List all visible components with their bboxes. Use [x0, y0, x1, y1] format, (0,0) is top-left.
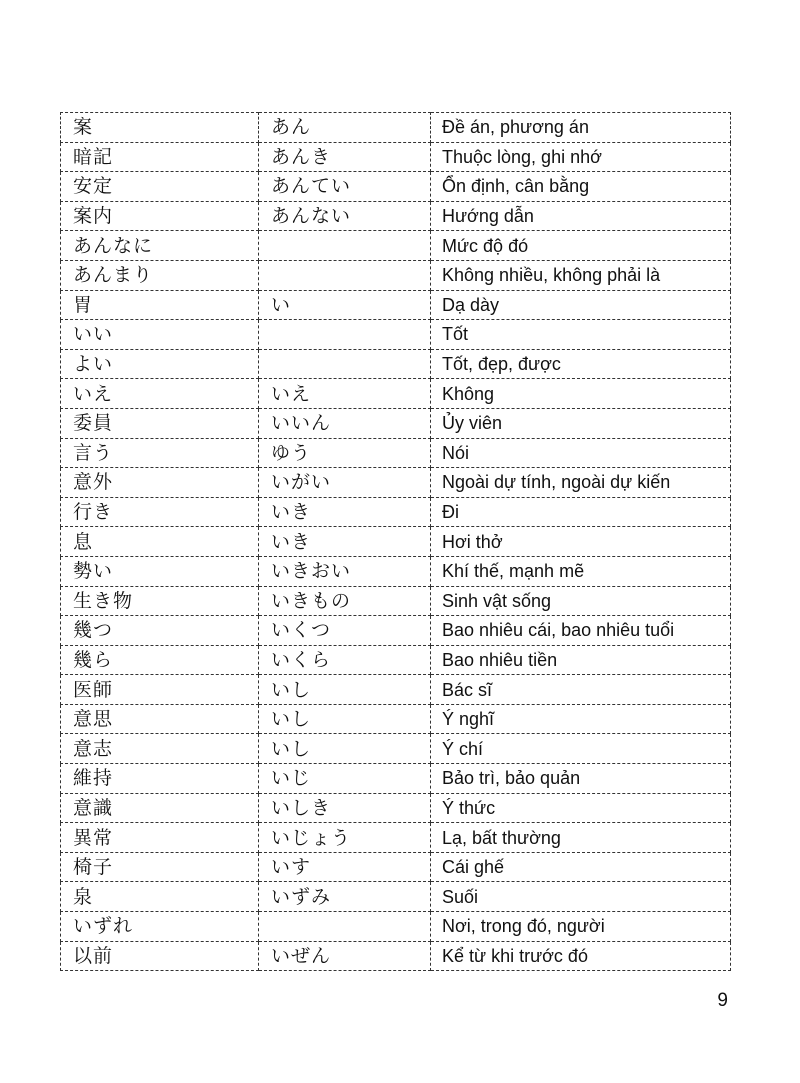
- meaning-cell: Thuộc lòng, ghi nhớ: [431, 142, 731, 172]
- table-row: [61, 941, 731, 971]
- reading-cell: いき: [259, 497, 431, 527]
- table-row: [61, 586, 731, 616]
- word-cell: 異常: [61, 823, 259, 853]
- table-row: [61, 852, 731, 882]
- reading-cell: いえ: [259, 379, 431, 409]
- reading-cell: [259, 349, 431, 379]
- table-row: [61, 113, 731, 143]
- table-row: [61, 231, 731, 261]
- meaning-cell: Ngoài dự tính, ngoài dự kiến: [431, 468, 731, 498]
- reading-cell: いし: [259, 704, 431, 734]
- reading-cell: [259, 320, 431, 350]
- reading-cell: いきもの: [259, 586, 431, 616]
- word-cell: 医師: [61, 675, 259, 705]
- meaning-cell: Ý thức: [431, 793, 731, 823]
- table-row: [61, 379, 731, 409]
- table-row: [61, 764, 731, 794]
- table-row: [61, 675, 731, 705]
- reading-cell: あん: [259, 113, 431, 143]
- word-cell: 勢い: [61, 556, 259, 586]
- word-cell: 暗記: [61, 142, 259, 172]
- word-cell: 生き物: [61, 586, 259, 616]
- table-row: [61, 616, 731, 646]
- reading-cell: い: [259, 290, 431, 320]
- meaning-cell: Tốt, đẹp, được: [431, 349, 731, 379]
- word-cell: 行き: [61, 497, 259, 527]
- reading-cell: [259, 912, 431, 942]
- meaning-cell: Ổn định, cân bằng: [431, 172, 731, 202]
- table-row: [61, 172, 731, 202]
- table-row: [61, 201, 731, 231]
- meaning-cell: Kể từ khi trước đó: [431, 941, 731, 971]
- word-cell: 息: [61, 527, 259, 557]
- meaning-cell: Đi: [431, 497, 731, 527]
- word-cell: よい: [61, 349, 259, 379]
- table-row: [61, 645, 731, 675]
- table-row: [61, 527, 731, 557]
- word-cell: いい: [61, 320, 259, 350]
- meaning-cell: Mức độ đó: [431, 231, 731, 261]
- table-row: [61, 497, 731, 527]
- vocabulary-table-body: [61, 113, 731, 971]
- word-cell: 泉: [61, 882, 259, 912]
- meaning-cell: Nói: [431, 438, 731, 468]
- meaning-cell: Cái ghế: [431, 852, 731, 882]
- word-cell: 意外: [61, 468, 259, 498]
- word-cell: 案内: [61, 201, 259, 231]
- word-cell: あんまり: [61, 260, 259, 290]
- table-row: [61, 793, 731, 823]
- meaning-cell: Hơi thở: [431, 527, 731, 557]
- meaning-cell: Lạ, bất thường: [431, 823, 731, 853]
- table-row: [61, 823, 731, 853]
- reading-cell: いす: [259, 852, 431, 882]
- meaning-cell: Bảo trì, bảo quản: [431, 764, 731, 794]
- table-row: [61, 438, 731, 468]
- reading-cell: いし: [259, 675, 431, 705]
- reading-cell: いきおい: [259, 556, 431, 586]
- reading-cell: いくら: [259, 645, 431, 675]
- word-cell: 意志: [61, 734, 259, 764]
- word-cell: 言う: [61, 438, 259, 468]
- table-row: [61, 260, 731, 290]
- word-cell: 安定: [61, 172, 259, 202]
- reading-cell: いし: [259, 734, 431, 764]
- table-row: [61, 556, 731, 586]
- word-cell: 案: [61, 113, 259, 143]
- word-cell: 幾つ: [61, 616, 259, 646]
- word-cell: いずれ: [61, 912, 259, 942]
- table-row: [61, 142, 731, 172]
- meaning-cell: Bác sĩ: [431, 675, 731, 705]
- reading-cell: いぜん: [259, 941, 431, 971]
- meaning-cell: Dạ dày: [431, 290, 731, 320]
- meaning-cell: Ý nghĩ: [431, 704, 731, 734]
- meaning-cell: Bao nhiêu tiền: [431, 645, 731, 675]
- reading-cell: [259, 231, 431, 261]
- reading-cell: いしき: [259, 793, 431, 823]
- table-row: [61, 349, 731, 379]
- meaning-cell: Đề án, phương án: [431, 113, 731, 143]
- meaning-cell: Khí thế, mạnh mẽ: [431, 556, 731, 586]
- meaning-cell: Không: [431, 379, 731, 409]
- reading-cell: いじ: [259, 764, 431, 794]
- table-row: [61, 734, 731, 764]
- reading-cell: [259, 260, 431, 290]
- page-number: 9: [717, 990, 728, 1011]
- reading-cell: いずみ: [259, 882, 431, 912]
- table-row: [61, 290, 731, 320]
- word-cell: 椅子: [61, 852, 259, 882]
- word-cell: 意識: [61, 793, 259, 823]
- reading-cell: ゆう: [259, 438, 431, 468]
- reading-cell: いき: [259, 527, 431, 557]
- word-cell: 以前: [61, 941, 259, 971]
- word-cell: 委員: [61, 408, 259, 438]
- meaning-cell: Ủy viên: [431, 408, 731, 438]
- reading-cell: あんない: [259, 201, 431, 231]
- table-row: [61, 468, 731, 498]
- table-row: [61, 704, 731, 734]
- reading-cell: いいん: [259, 408, 431, 438]
- vocabulary-table: [60, 112, 731, 971]
- meaning-cell: Bao nhiêu cái, bao nhiêu tuổi: [431, 616, 731, 646]
- table-row: [61, 882, 731, 912]
- meaning-cell: Không nhiều, không phải là: [431, 260, 731, 290]
- word-cell: 幾ら: [61, 645, 259, 675]
- reading-cell: あんき: [259, 142, 431, 172]
- word-cell: 意思: [61, 704, 259, 734]
- table-row: [61, 320, 731, 350]
- meaning-cell: Hướng dẫn: [431, 201, 731, 231]
- meaning-cell: Sinh vật sống: [431, 586, 731, 616]
- reading-cell: いじょう: [259, 823, 431, 853]
- table-row: [61, 912, 731, 942]
- meaning-cell: Suối: [431, 882, 731, 912]
- word-cell: あんなに: [61, 231, 259, 261]
- word-cell: 維持: [61, 764, 259, 794]
- meaning-cell: Tốt: [431, 320, 731, 350]
- meaning-cell: Nơi, trong đó, người: [431, 912, 731, 942]
- reading-cell: いがい: [259, 468, 431, 498]
- reading-cell: いくつ: [259, 616, 431, 646]
- reading-cell: あんてい: [259, 172, 431, 202]
- word-cell: 胃: [61, 290, 259, 320]
- meaning-cell: Ý chí: [431, 734, 731, 764]
- word-cell: いえ: [61, 379, 259, 409]
- table-row: [61, 408, 731, 438]
